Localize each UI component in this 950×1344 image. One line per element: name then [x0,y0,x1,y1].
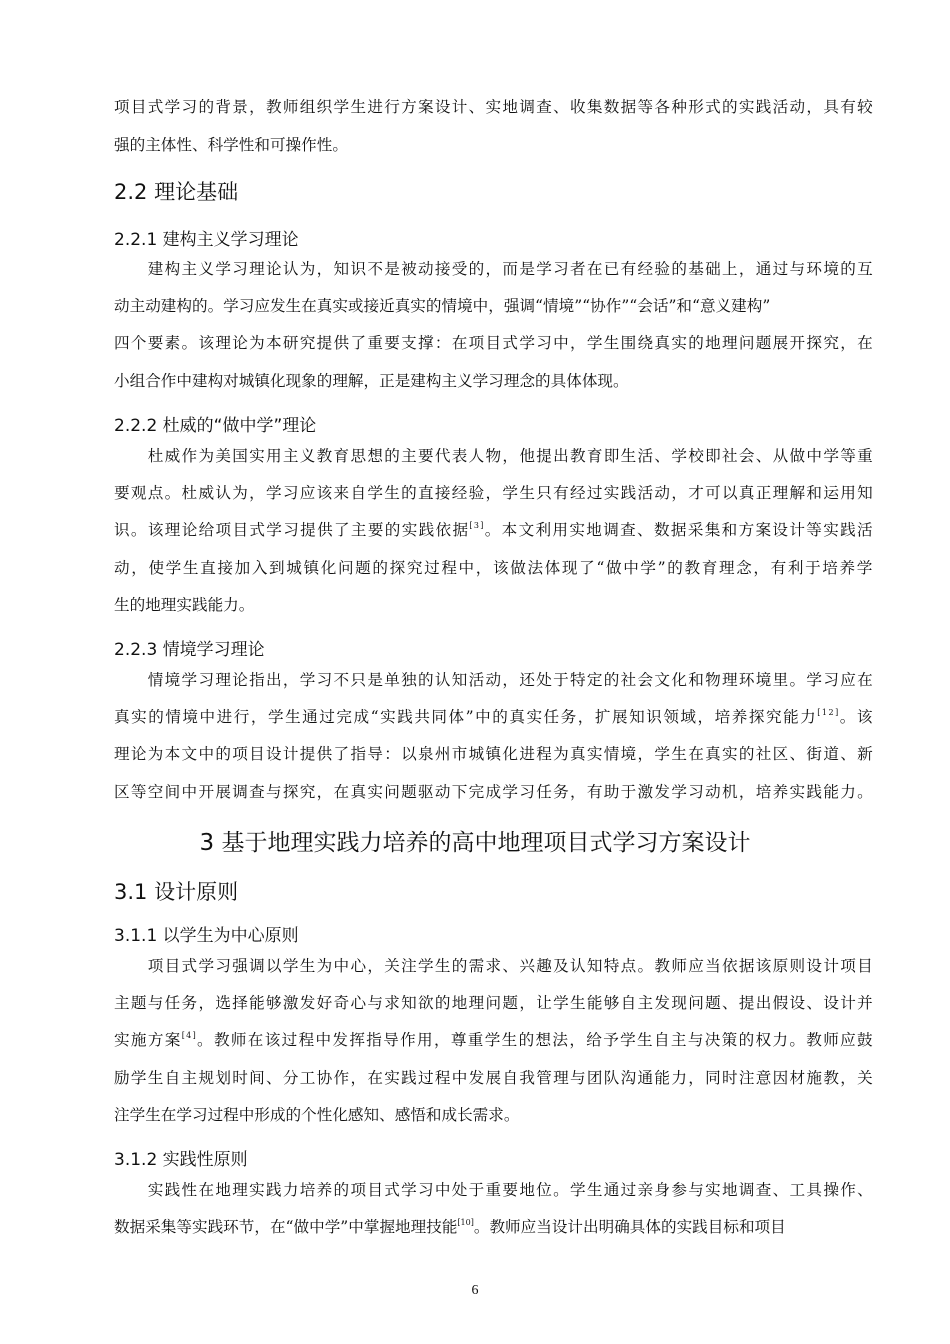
text-segment: 。该 [839,708,874,726]
page-number: 6 [471,1283,479,1298]
subsection-heading-2-2-1: 2.2.1 建构主义学习理论 [114,230,299,250]
section-heading-3-1: 3.1 设计原则 [114,880,239,904]
subsection-heading-2-2-3: 2.2.3 情境学习理论 [114,640,265,660]
text-segment: 数据采集等实践环节，在“做中学”中掌握地理技能 [114,1218,458,1236]
text-line: 动主动建构的。学习应发生在真实或接近真实的情境中，强调“情境”“协作”“会话”和“意义建构” [114,297,771,315]
text-line: 理论为本文中的项目设计提供了指导：以泉州市城镇化进程为真实情境，学生在真实的社区、街道、新 [114,745,874,763]
text-line [114,523,874,539]
chapter-heading-3: 3 基于地理实践力培养的高中地理项目式学习方案设计 [199,830,751,856]
subsection-heading-2-2-2: 2.2.2 杜威的“做中学”理论 [114,416,317,436]
text-line [114,710,874,726]
citation: [10] [457,1218,474,1227]
citation: [4] [181,1031,198,1040]
subsection-heading-3-1-2: 3.1.2 实践性原则 [114,1150,248,1170]
text-segment: 。教师应当设计出明确具体的实践目标和项目 [473,1218,786,1236]
text-line: 主题与任务，选择能够激发好奇心与求知欲的地理问题，让学生能够自主发现问题、提出假设、设计并 [114,994,874,1012]
text-line: 注学生在学习过程中形成的个性化感知、感悟和成长需求。 [114,1106,520,1124]
text-line: 小组合作中建构对城镇化现象的理解，正是建构主义学习理念的具体体现。 [114,372,629,390]
text-line: 杜威作为美国实用主义教育思想的主要代表人物，他提出教育即生活、学校即社会、从做中学等重 [114,447,874,465]
text-line: 励学生自主规划时间、分工协作，在实践过程中发展自我管理与团队沟通能力，同时注意因材施教，关 [114,1069,874,1087]
text-line [114,1220,786,1236]
text-line [114,1033,874,1049]
text-line: 情境学习理论指出，学习不只是单独的认知活动，还处于特定的社会文化和物理环境里。学习应在 [114,671,874,689]
subsection-heading-3-1-1: 3.1.1 以学生为中心原则 [114,926,299,946]
text-line: 区等空间中开展调查与探究，在真实问题驱动下完成学习任务，有助于激发学习动机，培养实践能力。 [114,783,874,801]
text-line: 建构主义学习理论认为，知识不是被动接受的，而是学习者在已有经验的基础上，通过与环境的互 [114,260,874,278]
text-line: 项目式学习的背景，教师组织学生进行方案设计、实地调查、收集数据等各种形式的实践活动，具有较 [114,98,874,116]
text-segment: 。本文利用实地调查、数据采集和方案设计等实践活 [484,521,874,539]
text-line: 实践性在地理实践力培养的项目式学习中处于重要地位。学生通过亲身参与实地调查、工具操作、 [114,1181,874,1199]
text-line: 生的地理实践能力。 [114,596,255,614]
text-line: 强的主体性、科学性和可操作性。 [114,136,348,154]
text-line: 四个要素。该理论为本研究提供了重要支撑：在项目式学习中，学生围绕真实的地理问题展开探究，在 [114,334,874,352]
text-segment: 实施方案 [114,1031,182,1049]
text-segment: 识。该理论给项目式学习提供了主要的实践依据 [114,521,470,539]
citation: [12] [817,708,840,717]
text-segment: 。教师在该过程中发挥指导作用，尊重学生的想法，给予学生自主与决策的权力。教师应鼓 [197,1031,874,1049]
text-line: 要观点。杜威认为，学习应该来自学生的直接经验，学生只有经过实践活动，才可以真正理解和运用知 [114,484,874,502]
citation: [3] [469,521,485,530]
text-line: 项目式学习强调以学生为中心，关注学生的需求、兴趣及认知特点。教师应当依据该原则设计项目 [114,957,874,975]
section-heading-2-2: 2.2 理论基础 [114,180,239,204]
text-segment: 真实的情境中进行，学生通过完成“实践共同体”中的真实任务，扩展知识领域，培养探究能力 [114,708,818,726]
text-line: 动，使学生直接加入到城镇化问题的探究过程中，该做法体现了“做中学”的教育理念，有利于培养学 [114,559,874,577]
